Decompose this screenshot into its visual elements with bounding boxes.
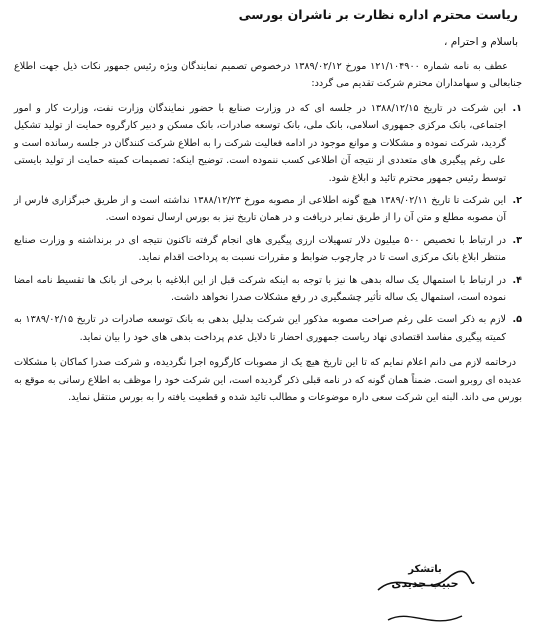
list-item xyxy=(14,272,522,307)
item-text: در ارتباط با استمهال یک ساله بدهی ها نیز با توجه به اینکه شرکت قبل از این ابلاغیه با برخی از بانک ها تقسیط نامه امضا نموده است، استمهال یک ساله تأثیر چشمگیری در رفع مشکلات صدرا نخواهد داشت. xyxy=(14,274,506,304)
item-text: این شرکت تا تاریخ ۱۳۸۹/۰۲/۱۱ هیچ گونه اطلاعی از مصوبه مورخ ۱۳۸۸/۱۲/۲۳ نداشته است و از طریق خبرگزاری فارس از آن مصوبه مطلع و متن آن را از طریق نمابر دریافت و در همان تاریخ نیز به بورس ارسال نموده است. xyxy=(14,195,506,224)
signature-scribble xyxy=(370,560,480,634)
numbered-items xyxy=(14,100,522,346)
greeting-line: باسلام و احترام ، xyxy=(444,36,518,48)
item-number: ۵. xyxy=(512,314,522,326)
intro-paragraph: عطف به نامه شماره ۱۲۱/۱۰۴۹۰۰ مورخ ۱۳۸۹/۰۲/۱۲ درخصوص تصمیم نمایندگان ویژه رئیس جمهور نکات ذیل جهت اطلاع جنابعالی و سهامداران محترم شرکت تقدیم می گردد: xyxy=(14,61,522,89)
list-item xyxy=(14,232,522,267)
recipient-line: ریاست محترم اداره نظارت بر ناشران بورسی xyxy=(238,7,518,22)
item-number: ۲. xyxy=(512,195,522,207)
list-item xyxy=(14,100,522,187)
item-number: ۴. xyxy=(512,274,522,286)
item-text: این شرکت در تاریخ ۱۳۸۸/۱۲/۱۵ در جلسه ای که در وزارت صنایع با حضور نمایندگان وزارت نفت، وزارت کار و امور اجتماعی، بانک مرکزی جمهوری اسلامی، بانک ملی، بانک توسعه صادرات، بانک مسکن و دبیر کارگروه حمایت از تولید تشکیل گردید، شرکت نموده و مشکلات و موانع موجود در ادامه فعالیت شرکت را به اطلاع شرکت کنندگان در جلسه رسانده است و علی رغم پیگیری های متعددی از نتیجه آن اطلاعی کسب ننموده است. توضیح اینکه: تصمیمات کمیته حمایت از تولید بایستی توسط رئیس جمهور محترم تائید و ابلاغ شود. xyxy=(14,103,506,184)
signature-closing: باتشکر xyxy=(408,564,442,575)
signature-block xyxy=(370,560,480,634)
list-item xyxy=(14,192,522,227)
closing-paragraph: درخاتمه لازم می دانم اعلام نمایم که تا این تاریخ هیچ یک از مصوبات کارگروه اجرا نگردیده، و شرکت صدرا کماکان با مشکلات عدیده ای روبرو است. ضمناً همان گونه که در نامه قبلی ذکر گردیده است، این شرکت خود را موظف به اطلاع رسانی به موقع به بورس می داند. البته این شرکت سعی داره موضوعات و مطالب تائید شده و قطعیت یافته را به بورس منتقل نماید. xyxy=(14,357,522,404)
item-number: ۳. xyxy=(512,234,522,246)
item-text: لازم به ذکر است علی رغم صراحت مصوبه مذکور این شرکت بدلیل بدهی به بانک توسعه صادرات در تاریخ ۱۳۸۹/۰۲/۱۵ به کمیته پیگیری مفاسد اقتصادی نهاد ریاست جمهوری احضار تا دلایل عدم پرداخت بدهی های خود را بیان نماید. xyxy=(14,314,506,343)
item-number: ۱. xyxy=(512,103,522,114)
signature-name: حبیب جدیدی xyxy=(391,577,459,590)
list-item xyxy=(14,311,522,346)
item-text: در ارتباط با تخصیص ۵۰۰ میلیون دلار تسهیلات ارزی پیگیری های انجام گرفته تاکنون نتیجه ای در برنداشته و وزارت صنایع منتظر ابلاغ بانک مرکزی است تا در چارچوب ضوابط و مقررات نسبت به پرداخت اقدام نماید. xyxy=(14,234,506,264)
